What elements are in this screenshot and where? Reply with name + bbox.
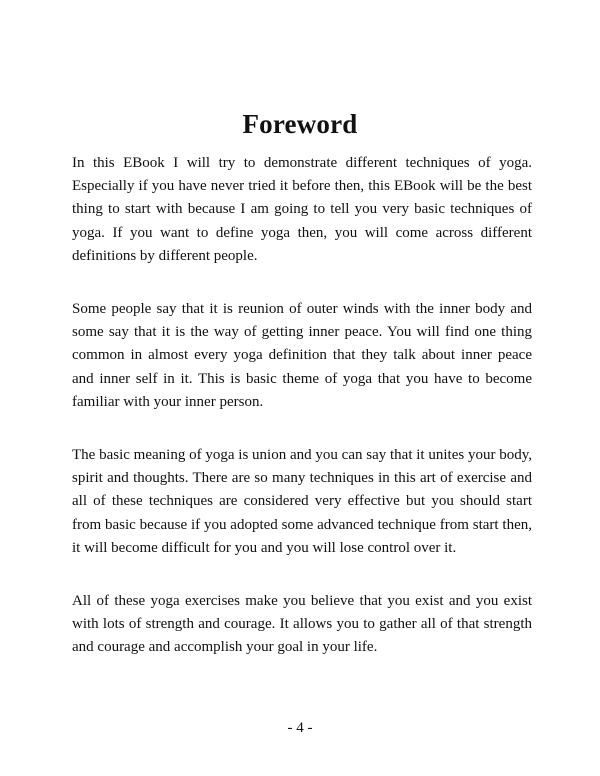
page-number: - 4 - [287,720,313,736]
body-text [72,152,532,690]
paragraph-2: Some people say that it is reunion of outer winds with the inner body and some say that it is the way of getting inner peace. You will find one thing common in almost every yoga definition that they talk about inner peace and inner self in it. This is basic theme of yoga that you have to become familiar with your inner person. [72,301,532,410]
paragraph-3: The basic meaning of yoga is union and you can say that it unites your body, spirit and thoughts. There are so many techniques in this art of exercise and all of these techniques are considered very effective but you should start from basic because if you adopted some advanced technique from start then, it will become difficult for you and you will lose control over it. [72,447,532,556]
paragraph-1: In this EBook I will try to demonstrate different techniques of yoga. Especially if you have never tried it before then, this EBook will be the best thing to start with because I am going to tell you very basic techniques of yoga. If you want to define yoga then, you will come across different definitions by different people. [72,155,532,264]
page-title: Foreword [242,109,358,139]
paragraph-4: All of these yoga exercises make you believe that you exist and you exist with lots of strength and courage. It allows you to gather all of that strength and courage and accomplish your goal in your life. [72,593,532,656]
